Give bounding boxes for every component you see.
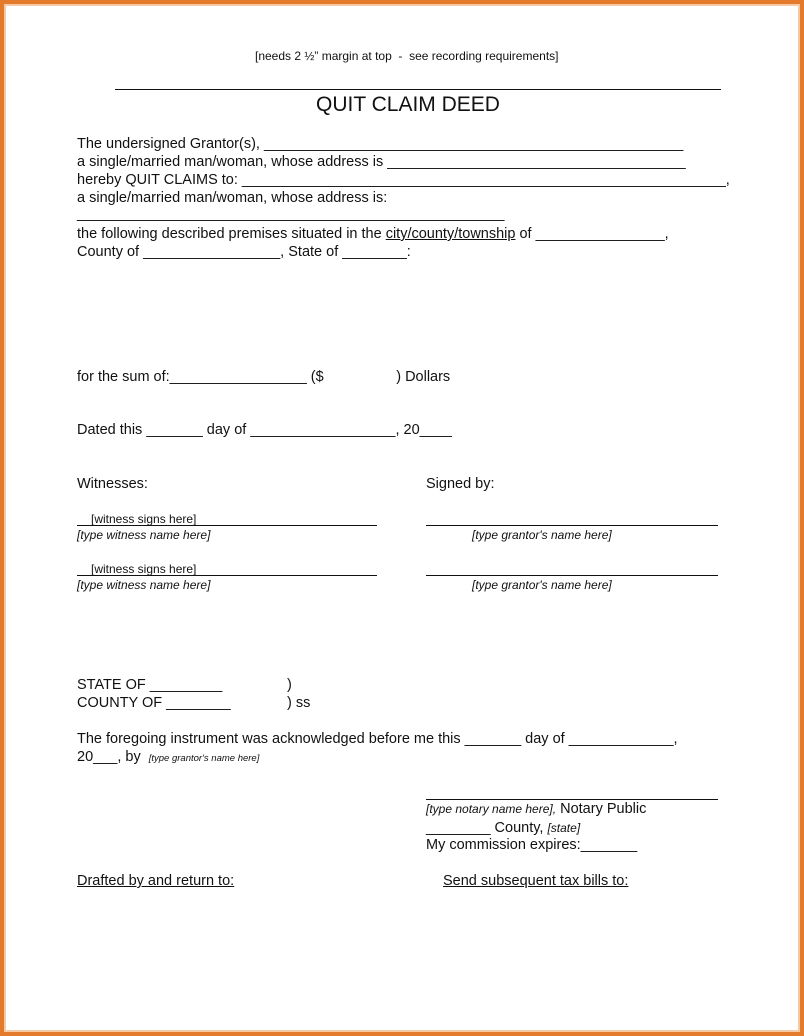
witness2-name: [type witness name here] [77, 578, 211, 592]
notary-name: [type notary name here], [426, 802, 557, 816]
state-of-line: STATE OF _________ [77, 677, 223, 693]
drafted-by-label: Drafted by and return to: [77, 873, 235, 889]
dated-line: Dated this _______ day of __________________, 20____ [77, 422, 452, 438]
acknowledgment-line-2 [77, 749, 259, 766]
ack-year-by: 20___, by [77, 749, 149, 765]
acknowledgment-line: The foregoing instrument was acknowledged before me this _______ day of _____________, [77, 731, 678, 747]
grantee-description: a single/married man/woman, whose address is: [77, 190, 388, 206]
witness1-name: [type witness name here] [77, 528, 211, 542]
grantor-description: a single/married man/woman, whose address is _____________________________________ [77, 154, 686, 170]
header-note: [needs 2 ½” margin at top - see recording requirements] [255, 49, 559, 63]
grantor-line: The undersigned Grantor(s), ____________________________________________________ [77, 136, 684, 152]
notary-county: ________ County, [426, 820, 548, 836]
notary-county-line [426, 820, 580, 837]
witnesses-label: Witnesses: [77, 476, 148, 492]
county-paren-ss: ) ss [287, 695, 311, 711]
premises-jurisdiction: city/county/township [385, 226, 516, 242]
title-rule [115, 89, 721, 90]
grantee-address-blank: _____________________________________________________ [77, 206, 505, 222]
premises-line [77, 226, 669, 243]
witness2-signature-line [77, 575, 377, 576]
commission-expires: My commission expires:_______ [426, 837, 638, 853]
grantor1-signature-line [426, 525, 718, 526]
premises-text: the following described premises situated in the [77, 226, 386, 242]
notary-title: Notary Public [556, 801, 647, 817]
state-paren: ) [287, 677, 292, 693]
county-of-line: COUNTY OF ________ [77, 695, 231, 711]
notary-line [426, 801, 646, 818]
signed-by-label: Signed by: [426, 476, 495, 492]
premises-text-end: of ________________, [515, 226, 669, 242]
document-title: QUIT CLAIM DEED [316, 93, 500, 116]
tax-bills-label: Send subsequent tax bills to: [443, 873, 629, 889]
grantor2-name: [type grantor's name here] [472, 578, 612, 592]
witness1-signature: [witness signs here] [91, 512, 197, 526]
grantor2-signature-line [426, 575, 718, 576]
witness2-signature: [witness signs here] [91, 562, 197, 576]
notary-state: [state] [547, 821, 581, 835]
notary-signature-line [426, 799, 718, 800]
sum-line: for the sum of:_________________ ($ ) Dollars [77, 369, 451, 385]
ack-grantor-name: [type grantor's name here] [148, 753, 260, 764]
grantor1-name: [type grantor's name here] [472, 528, 612, 542]
quit-claims-line: hereby QUIT CLAIMS to: ____________________________________________________________, [77, 172, 730, 188]
witness1-signature-line [77, 525, 377, 526]
county-state-line: County of _________________, State of ________: [77, 244, 411, 260]
